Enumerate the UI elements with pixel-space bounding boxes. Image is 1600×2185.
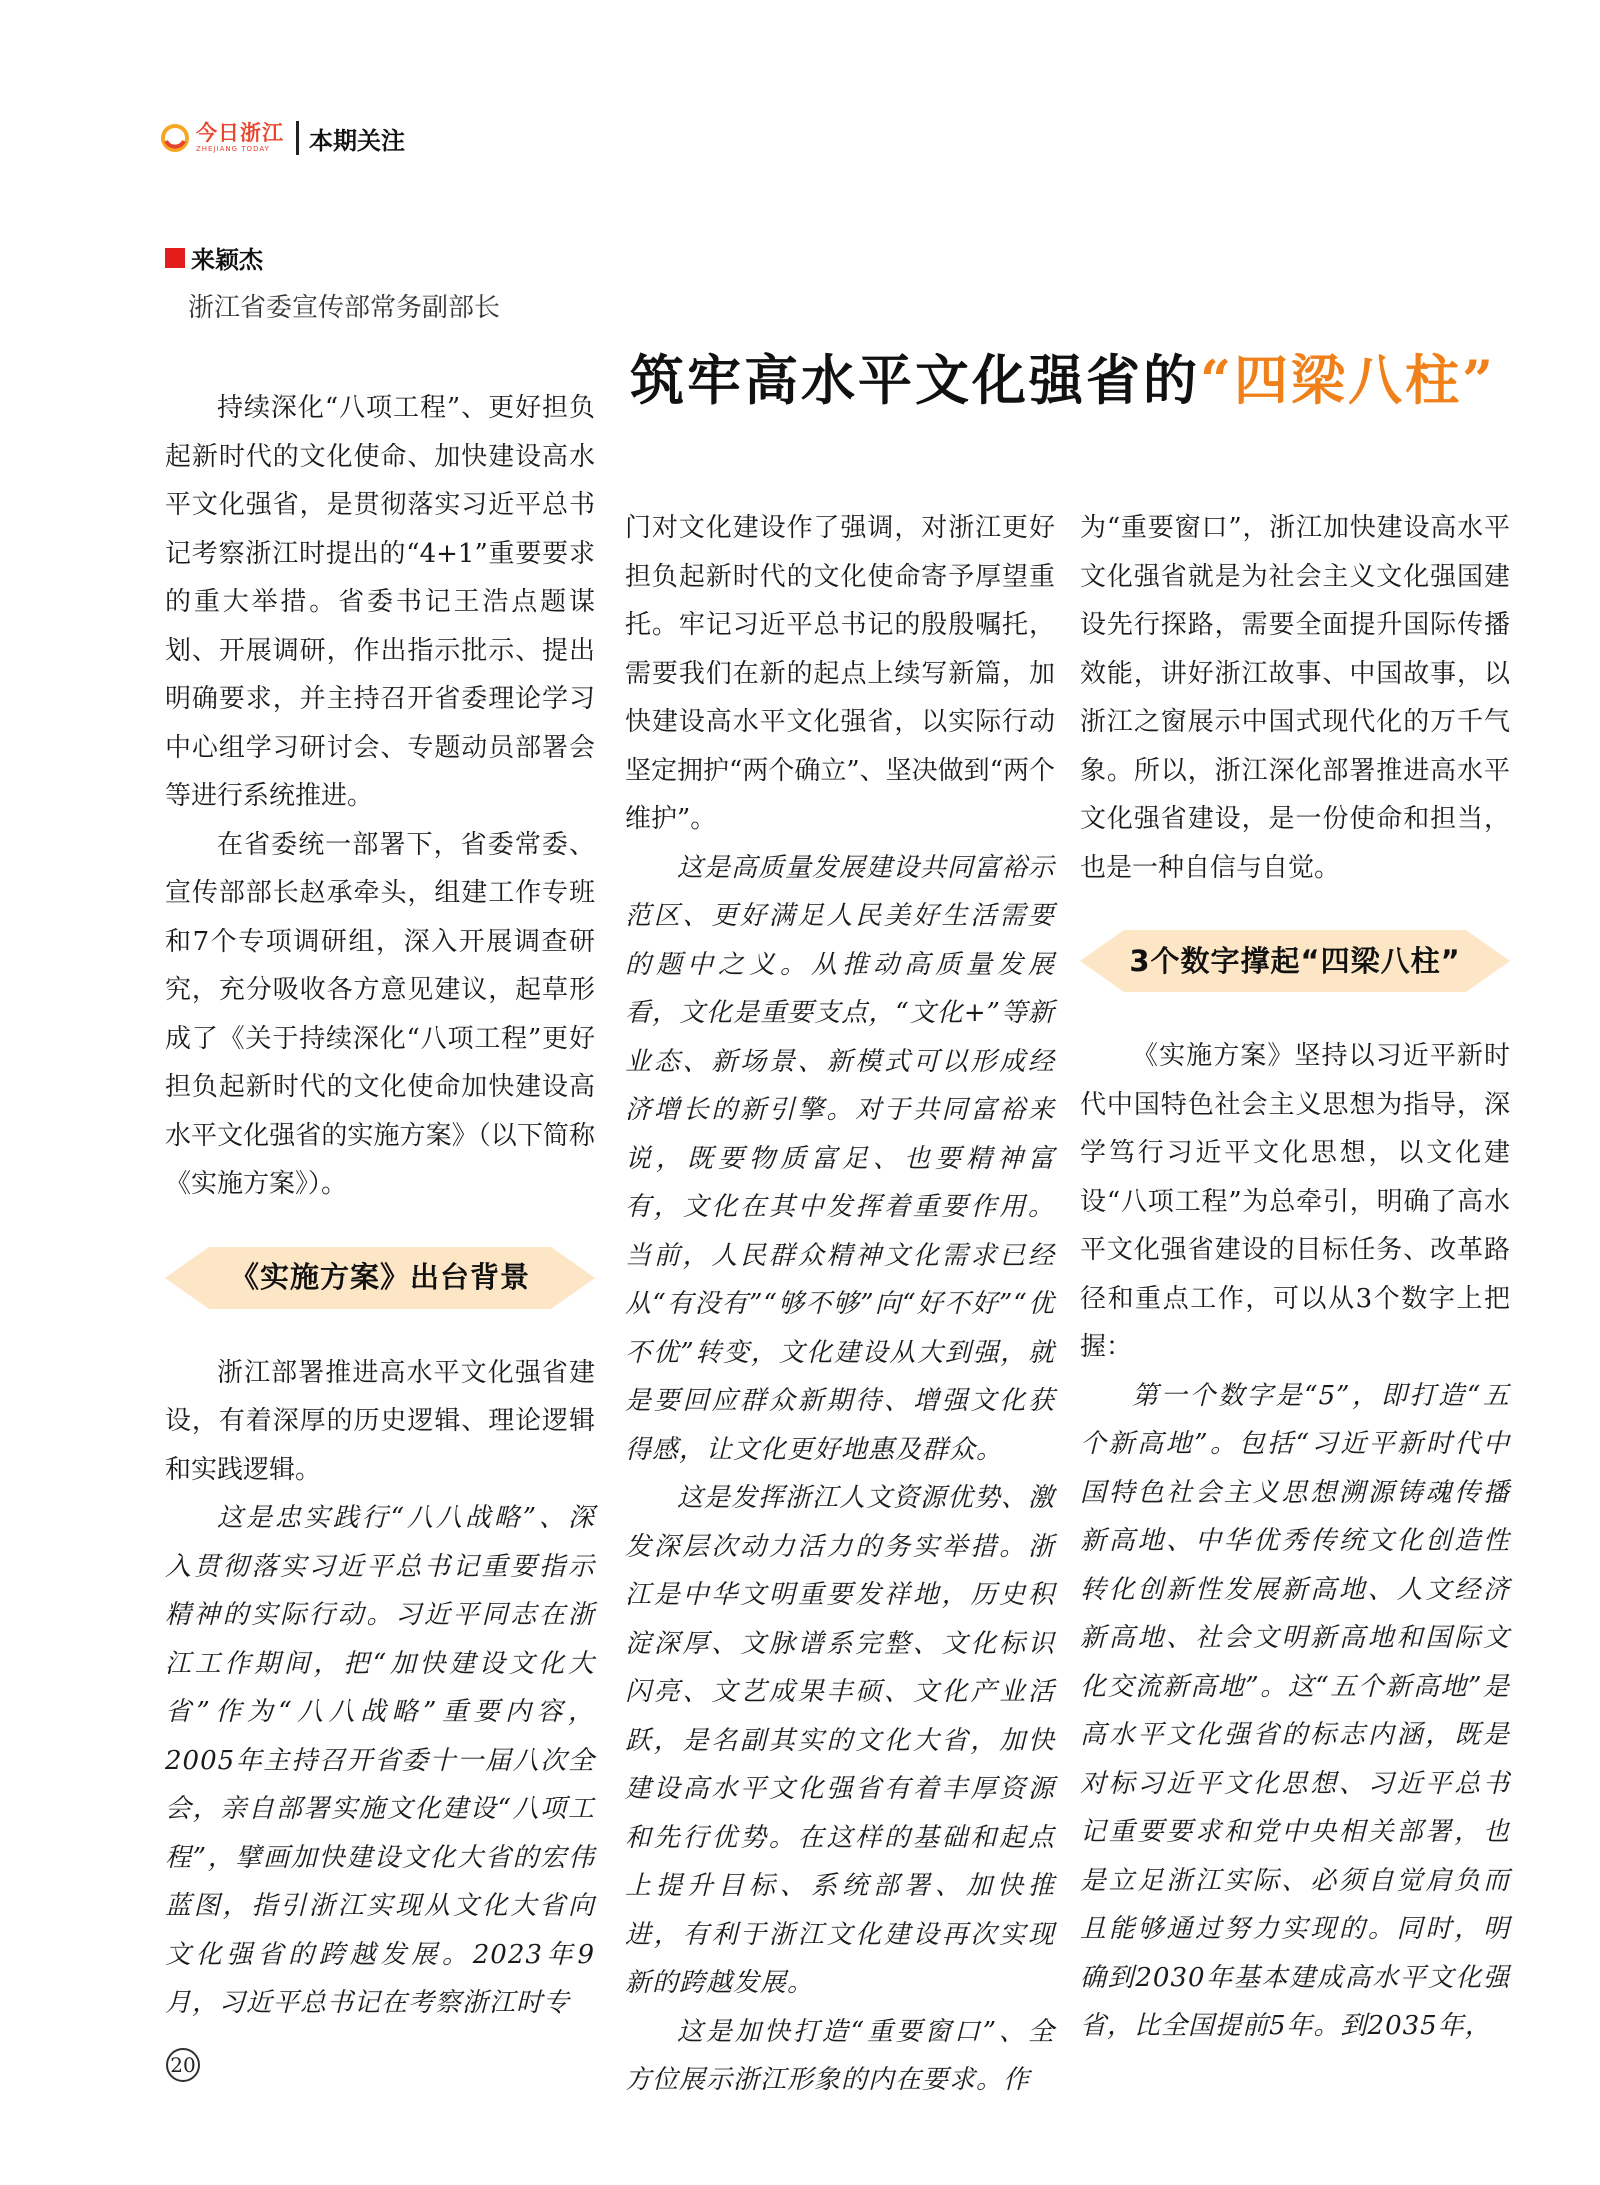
section-subhead xyxy=(1080,930,1510,992)
author-name: 来颖杰 xyxy=(191,246,263,274)
paragraph: 浙江部署推进高水平文化强省建设，有着深厚的历史逻辑、理论逻辑和实践逻辑。 xyxy=(165,1357,595,1485)
header-divider xyxy=(296,121,299,155)
paragraph: 这是高质量发展建设共同富裕示范区、更好满足人民美好生活需要的题中之义。从推动高质量发展看，文化是重要支点，“文化+”等新业态、新场景、新模式可以形成经济增长的新引擎。对于共同富裕来说，既要物质富足、也要精神富有，文化在其中发挥着重要作用。当前，人民群众精神文化需求已经从“有没有”“够不够”向“好不好”“优不优”转变，文化建设从大到强，就是要回应群众新期待、增强文化获得感，让文化更好地惠及群众。 xyxy=(625,852,1056,1465)
page-header xyxy=(160,118,405,158)
subhead-text: 3个数字撑起“四梁八柱” xyxy=(1129,943,1461,978)
section-name: 本期关注 xyxy=(309,126,405,155)
paragraph: 这是加快打造“重要窗口”、全方位展示浙江形象的内在要求。作 xyxy=(625,2016,1055,2095)
logo-sub-text: ZHEJIANG TODAY xyxy=(196,145,270,153)
title-main: 筑牢高水平文化强省的 xyxy=(630,348,1200,412)
paragraph: 持续深化“八项工程”、更好担负起新时代的文化使命、加快建设高水平文化强省，是贯彻落实习近平总书记考察浙江时提出的“4+1”重要要求的重大举措。省委书记王浩点题谋划、开展调研，作出指示批示、提出明确要求，并主持召开省委理论学习中心组学习研讨会、专题动员部署会等进行系统推进。 xyxy=(165,393,595,811)
column-1 xyxy=(165,384,595,2028)
paragraph: 在省委统一部署下，省委常委、宣传部部长赵承牵头，组建工作专班和7个专项调研组，深入开展调查研究，充分吸收各方意见建议，起草形成了《关于持续深化“八项工程”更好担负起新时代的文化使命加快建设高水平文化强省的实施方案》（以下简称《实施方案》）。 xyxy=(165,829,595,1199)
paragraph: 这是发挥浙江人文资源优势、激发深层次动力活力的务实举措。浙江是中华文明重要发祥地，历史积淀深厚、文脉谱系完整、文化标识闪亮、文艺成果丰硕、文化产业活跃，是名副其实的文化大省，加快建设高水平文化强省有着丰厚资源和先行优势。在这样的基础和起点上提升目标、系统部署、加快推进，有利于浙江文化建设再次实现新的跨越发展。 xyxy=(625,1483,1056,1998)
article-title xyxy=(630,338,1530,415)
section-subhead xyxy=(165,1247,595,1309)
paragraph: 门对文化建设作了强调，对浙江更好担负起新时代的文化使命寄予厚望重托。牢记习近平总书记的殷殷嘱托，需要我们在新的起点上续写新篇，加快建设高水平文化强省，以实际行动坚定拥护“两个确立”、坚决做到“两个维护”。 xyxy=(625,513,1055,834)
sun-logo-icon xyxy=(160,123,190,153)
title-highlight: “四梁八柱” xyxy=(1200,348,1497,412)
paragraph: 为“重要窗口”，浙江加快建设高水平文化强省就是为社会主义文化强国建设先行探路，需要全面提升国际传播效能，讲好浙江故事、中国故事，以浙江之窗展示中国式现代化的万千气象。所以，浙江深化部署推进高水平文化强省建设，是一份使命和担当，也是一种自信与自觉。 xyxy=(1080,513,1510,883)
magazine-logo xyxy=(196,123,284,153)
paragraph: 这是忠实践行“八八战略”、深入贯彻落实习近平总书记重要指示精神的实际行动。习近平同志在浙江工作期间，把“加快建设文化大省”作为“八八战略”重要内容，2005年主持召开省委十一届八次全会，亲自部署实施文化建设“八项工程”，擘画加快建设文化大省的宏伟蓝图，指引浙江实现从文化大省向文化强省的跨越发展。2023年9月，习近平总书记在考察浙江时专 xyxy=(165,1503,595,2018)
paragraph: 《实施方案》坚持以习近平新时代中国特色社会主义思想为指导，深学笃行习近平文化思想，以文化建设“八项工程”为总牵引，明确了高水平文化强省建设的目标任务、改革路径和重点工作，可以从3个数字上把握： xyxy=(1080,1041,1510,1362)
column-2 xyxy=(625,504,1055,2105)
author-line xyxy=(165,240,263,275)
paragraph: 第一个数字是“5”，即打造“五个新高地”。包括“习近平新时代中国特色社会主义思想溯源铸魂传播新高地、中华优秀传统文化创造性转化创新性发展新高地、人文经济新高地、社会文明新高地和国际文化交流新高地”。这“五个新高地”是高水平文化强省的标志内涵，既是对标习近平文化思想、习近平总书记重要要求和党中央相关部署，也是立足浙江实际、必须自觉肩负而且能够通过努力实现的。同时，明确到2030年基本建成高水平文化强省，比全国提前5年。到2035年， xyxy=(1080,1380,1510,2041)
red-square-marker-icon xyxy=(165,248,185,268)
subhead-text: 《实施方案》出台背景 xyxy=(229,1260,530,1295)
logo-main-text: 今日浙江 xyxy=(196,121,284,145)
author-title: 浙江省委宣传部常务副部长 xyxy=(188,293,501,323)
page-number: 20 xyxy=(166,2048,200,2082)
column-3 xyxy=(1080,504,1510,2051)
